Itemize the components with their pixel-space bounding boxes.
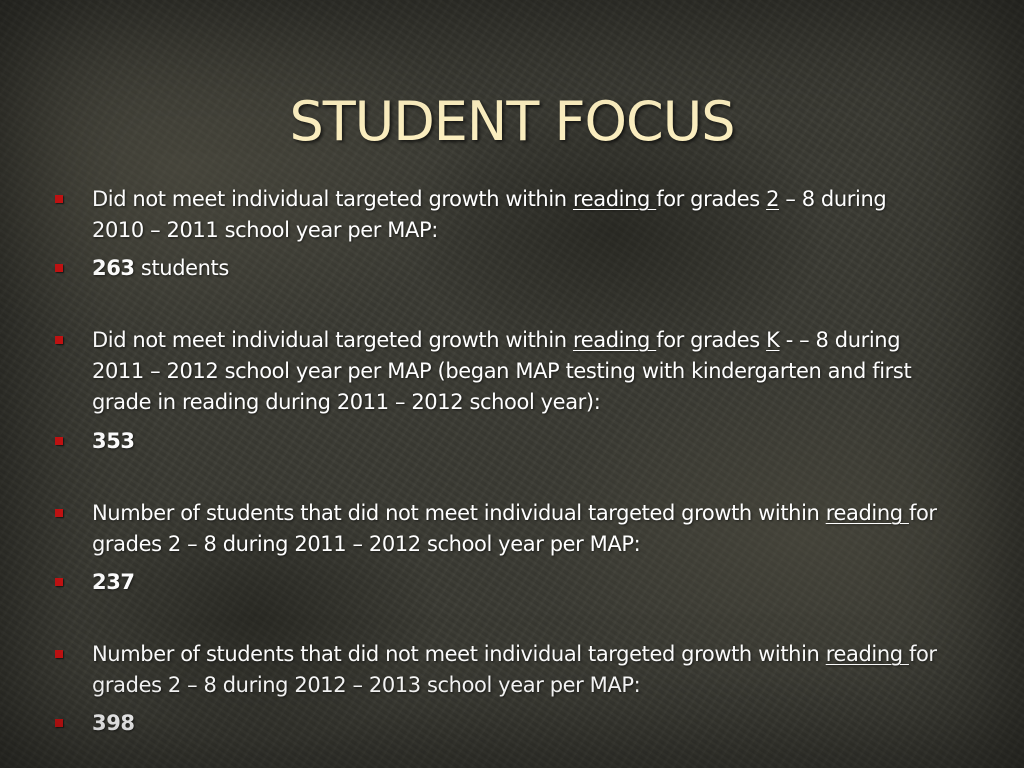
item-underlined-subject: reading (825, 501, 909, 525)
item-text-end: - – 8 during 2011 – 2012 school year per MAP (began MAP testing with kindergarten and first grade in reading during 2011 – 2012 school year): (92, 328, 912, 414)
bullet-square-icon (55, 336, 63, 344)
item-text-end: for grades 2 – 8 during 2012 – 2013 school year per MAP: (92, 642, 937, 697)
item-text-start: Number of students that did not meet individual targeted growth within (92, 642, 826, 666)
bullet-item-count-263 (92, 253, 942, 284)
item-underlined-subject: reading (572, 187, 657, 211)
bullet-item-reading-2011-2012 (92, 498, 942, 560)
bullet-square-icon (55, 195, 63, 203)
student-count: 237 (92, 570, 135, 594)
bullet-square-icon (55, 719, 63, 727)
bullet-item-count-353 (92, 426, 942, 457)
student-count: 398 (92, 711, 135, 735)
item-underlined-subject: reading (572, 328, 657, 352)
bullet-item-reading-2012-2013 (92, 639, 942, 701)
bullet-item-count-237 (92, 567, 942, 598)
bullet-square-icon (55, 264, 63, 272)
student-count: 263 (92, 256, 135, 280)
item-text-start: Did not meet individual targeted growth within (92, 328, 573, 352)
slide-title: STUDENT FOCUS (289, 90, 735, 153)
item-text-mid: for grades (656, 187, 767, 211)
student-count-suffix: students (134, 256, 229, 280)
item-text-end: for grades 2 – 8 during 2011 – 2012 school year per MAP: (92, 501, 937, 556)
bullet-square-icon (55, 509, 63, 517)
bullet-item-reading-2011-2012-k8 (92, 325, 942, 418)
item-underlined-grade: K (766, 328, 780, 352)
item-underlined-grade: 2 (766, 187, 780, 211)
item-text-start: Did not meet individual targeted growth within (92, 187, 573, 211)
bullet-square-icon (55, 437, 63, 445)
bullet-square-icon (55, 578, 63, 586)
bullet-square-icon (55, 650, 63, 658)
student-count: 353 (92, 429, 135, 453)
item-text-start: Number of students that did not meet individual targeted growth within (92, 501, 826, 525)
item-text-mid: for grades (656, 328, 767, 352)
bullet-item-count-398 (92, 708, 942, 739)
item-underlined-subject: reading (825, 642, 909, 666)
item-text-end: – 8 during 2010 – 2011 school year per MAP: (92, 187, 887, 242)
bullet-item-reading-2010-2011 (92, 184, 942, 246)
